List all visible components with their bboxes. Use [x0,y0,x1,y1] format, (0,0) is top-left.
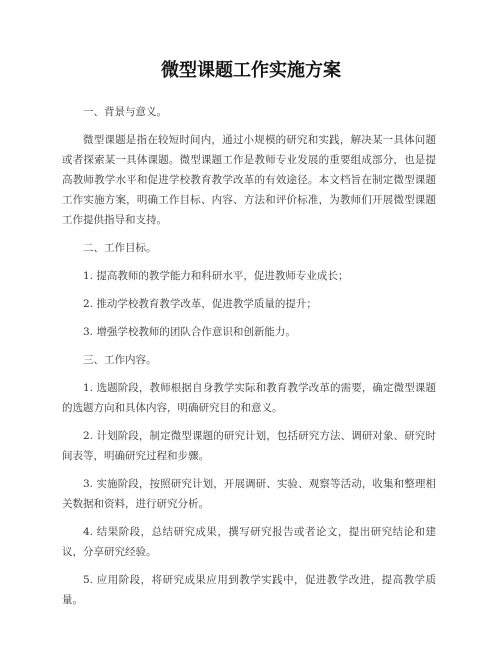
body-paragraph: 微型课题是指在较短时间内，通过小规模的研究和实践，解决某一具体问题或者探索某一具体课题。微型课题工作是教师专业发展的重要组成部分，也是提高教师教学水平和促进学校教育教学改革的有效途径。本文档旨在制定微型课题工作实施方案，明确工作目标、内容、方法和评价标准，为教师们开展微型课题工作提供指导和支持。 [62,134,436,226]
document-body [62,102,436,618]
list-item: 1. 选题阶段，教师根据自身教学实际和教育教学改革的需要，确定微型课题的选题方向和具体内容，明确研究目的和意义。 [62,382,436,414]
list-item: 2. 计划阶段，制定微型课题的研究计划，包括研究方法、调研对象、研究时间表等，明确研究过程和步骤。 [62,430,436,462]
list-item: 5. 应用阶段，将研究成果应用到教学实践中，促进教学改进，提高教学质量。 [62,574,436,606]
section-heading: 一、背景与意义。 [83,106,167,118]
section-heading: 三、工作内容。 [83,354,157,366]
list-item: 3. 实施阶段，按照研究计划，开展调研、实验、观察等活动，收集和整理相关数据和资料，进行研究分析。 [62,478,436,510]
document-title: 微型课题工作实施方案 [161,60,341,81]
list-item: 4. 结果阶段，总结研究成果，撰写研究报告或者论文，提出研究结论和建议，分享研究经验。 [62,526,436,558]
list-item: 1. 提高教师的教学能力和科研水平，促进教师专业成长； [83,270,349,282]
list-item: 2. 推动学校教育教学改革，促进教学质量的提升； [83,298,317,310]
section-heading: 二、工作目标。 [83,242,157,254]
list-item: 3. 增强学校教师的团队合作意识和创新能力。 [83,326,296,338]
